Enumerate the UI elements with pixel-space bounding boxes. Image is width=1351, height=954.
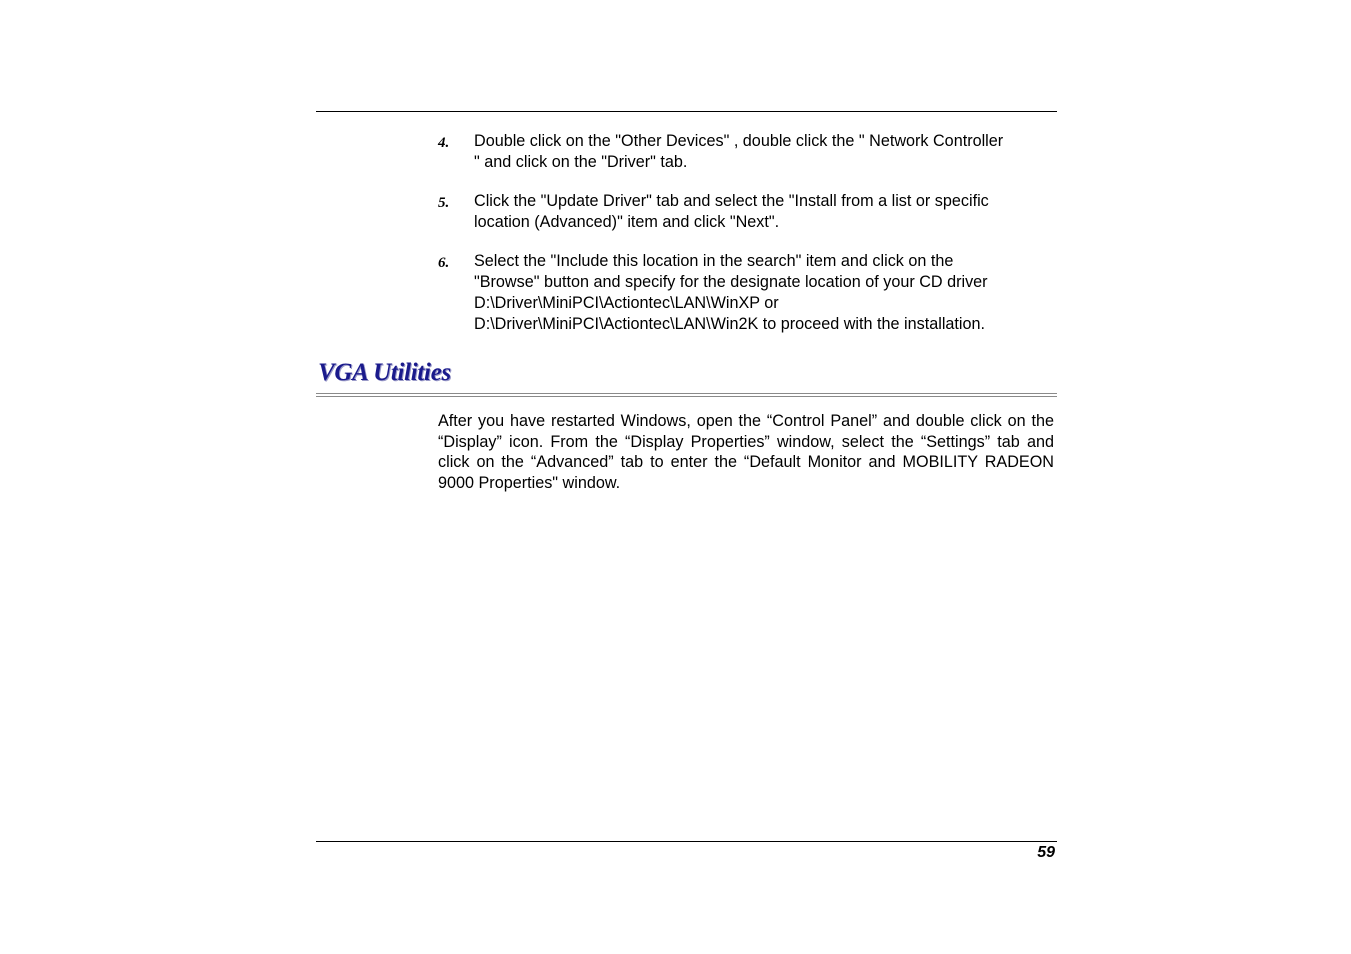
section-paragraph: After you have restarted Windows, open the “Control Panel” and double click on the “Display” icon. From the “Display Properties” window, select the “Settings” tab and click on the “Advanced” tab to enter the “Default Monitor and MOBILITY RADEON 9000 Properties" window. (438, 412, 1054, 492)
step-number: 4. (438, 135, 450, 151)
header-rule (316, 111, 1057, 112)
page-number: 59 (1037, 844, 1055, 861)
section-heading-rule (316, 393, 1057, 397)
section-heading: VGA Utilities (318, 359, 451, 386)
step-number: 5. (438, 195, 450, 211)
step-item (438, 251, 1058, 335)
installation-steps-list (438, 131, 1058, 353)
step-item (438, 131, 1058, 173)
step-text: Double click on the "Other Devices" , double click the " Network Controller " and click on the "Driver" tab. (474, 132, 1004, 171)
step-number: 6. (438, 255, 450, 271)
footer-rule (316, 841, 1057, 842)
step-text: Click the "Update Driver" tab and select the "Install from a list or specific location (Advanced)" item and click "Next". (474, 192, 989, 231)
step-text: Select the "Include this location in the search" item and click on the "Browse" button and specify for the designate location of your CD driver D:\Driver\MiniPCI\Actiontec\LAN\WinXP or D:\Driver\MiniPCI\Actiontec\LAN\Win2K to proceed with the installation. (474, 252, 988, 333)
step-item (438, 191, 1058, 233)
